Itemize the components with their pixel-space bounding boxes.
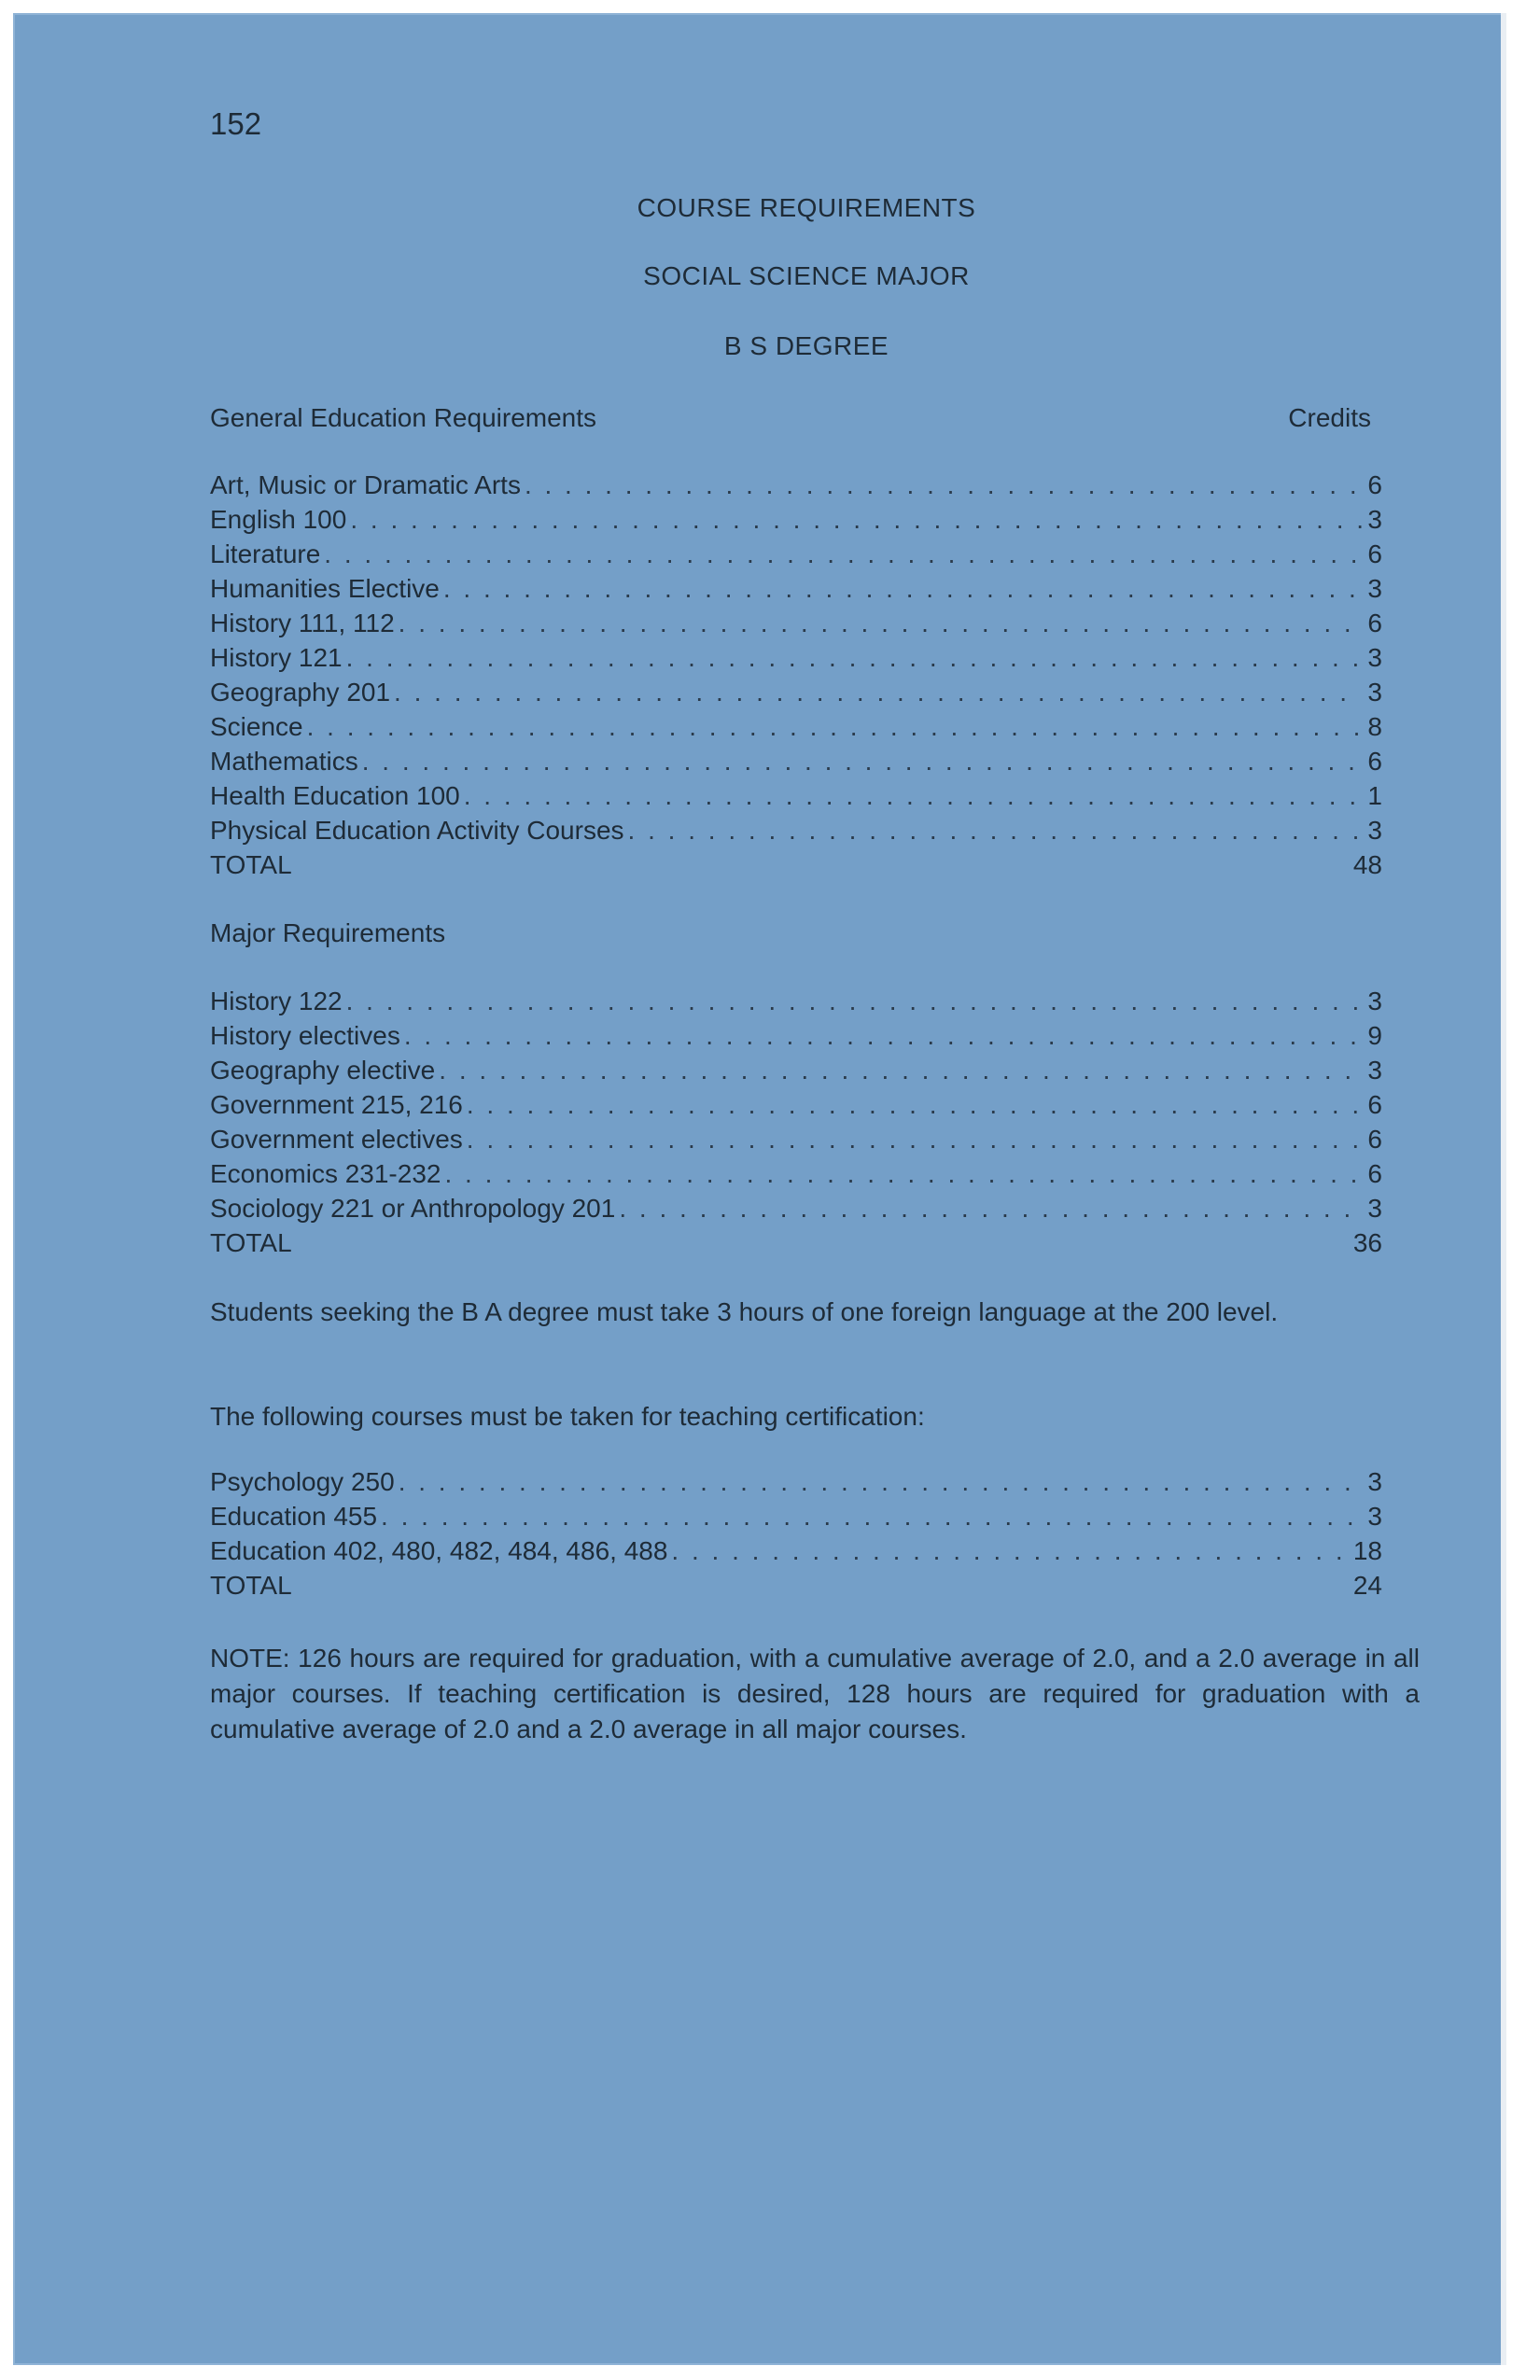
list-item: Geography 201 . . . 3	[210, 678, 1382, 711]
list-item: Literature . . . 6	[210, 539, 1382, 573]
general-education-label: General Education Requirements	[210, 403, 597, 432]
credits-column-label: Credits	[1288, 403, 1371, 432]
list-item: Geography elective . . . 3	[210, 1056, 1382, 1089]
list-item: Government 215, 216 . . . 6	[210, 1090, 1382, 1124]
list-item: Physical Education Activity Courses . . . 3	[210, 816, 1382, 849]
graduation-note: NOTE: 126 hours are required for graduation, with a cumulative average of 2.0, and a 2.0 average in all major courses. If teaching certification is desired, 128 hours are required for graduation with a cumulative average of 2.0 and a 2.0 average in all major courses.	[210, 1644, 1420, 1743]
list-item: Psychology 250 . . . 3	[210, 1467, 1382, 1501]
list-item: History 111, 112 . . . 6	[210, 609, 1382, 642]
page-number: 152	[210, 106, 262, 141]
heading-major: SOCIAL SCIENCE MAJOR	[643, 261, 970, 290]
list-item: Education 402, 480, 482, 484, 486, 488 . . . 18	[210, 1536, 1382, 1570]
major-requirements-label: Major Requirements	[210, 918, 446, 947]
list-item: Health Education 100 . . . 1	[210, 781, 1382, 815]
list-item: Mathematics . . . 6	[210, 747, 1382, 780]
certification-total-row: TOTAL 24	[210, 1571, 1382, 1600]
heading-course-requirements: COURSE REQUIREMENTS	[637, 193, 976, 222]
list-item: History 121 . . . 3	[210, 643, 1382, 677]
page-sheet	[13, 13, 1506, 2365]
list-item: Government electives . . . 6	[210, 1125, 1382, 1158]
list-item: Art, Music or Dramatic Arts . . . 6	[210, 470, 1382, 504]
certification-intro: The following courses must be taken for teaching certification:	[210, 1402, 925, 1431]
list-item: Science . . . 8	[210, 712, 1382, 746]
ba-degree-note: Students seeking the B A degree must take 3 hours of one foreign language at the 200 level.	[210, 1297, 1279, 1326]
list-item: Humanities Elective . . . 3	[210, 574, 1382, 608]
list-item: Education 455 . . . 3	[210, 1502, 1382, 1535]
list-item: English 100 . . . 3	[210, 505, 1382, 539]
major-total-row: TOTAL 36	[210, 1228, 1382, 1257]
list-item: Sociology 221 or Anthropology 201 . . . 3	[210, 1194, 1382, 1227]
list-item: History electives . . . 9	[210, 1021, 1382, 1055]
general-total-row: TOTAL 48	[210, 850, 1382, 879]
list-item: History 122 . . . 3	[210, 987, 1382, 1020]
heading-degree: B S DEGREE	[723, 331, 889, 360]
list-item: Economics 231-232 . . . 6	[210, 1159, 1382, 1193]
